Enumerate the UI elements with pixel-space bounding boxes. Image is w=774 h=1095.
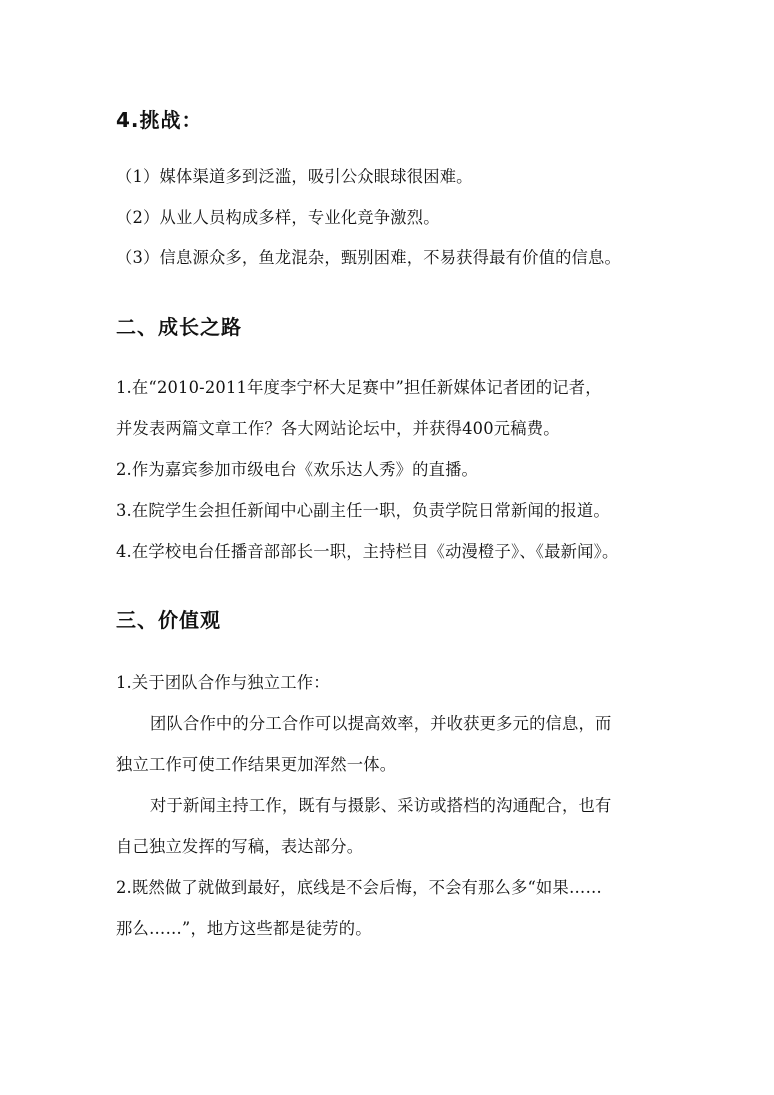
values-line-7: 那么……”，地方这些都是徒劳的。 xyxy=(116,919,372,938)
values-line-6: 2.既然做了就做到最好，底线是不会后悔，不会有那么多“如果…… xyxy=(116,878,602,897)
heading-values: 三、价值观 xyxy=(116,608,221,632)
growth-line-3: 2.作为嘉宾参加市级电台《欢乐达人秀》的直播。 xyxy=(116,460,479,479)
values-line-2: 团队合作中的分工合作可以提高效率，并收获更多元的信息，而 xyxy=(150,714,612,733)
values-line-1: 1.关于团队合作与独立工作： xyxy=(116,673,330,692)
growth-line-2: 并发表两篇文章工作？各大网站论坛中，并获得400元稿费。 xyxy=(116,419,560,438)
heading-growth: 二、成长之路 xyxy=(116,315,242,339)
growth-line-4: 3.在院学生会担任新闻中心副主任一职，负责学院日常新闻的报道。 xyxy=(116,501,610,520)
challenge-item-3: （3）信息源众多，鱼龙混杂，甄别困难，不易获得最有价值的信息。 xyxy=(116,248,621,267)
values-line-4: 对于新闻主持工作，既有与摄影、采访或搭档的沟通配合，也有 xyxy=(150,796,612,815)
growth-line-1: 1.在“2010-2011年度李宁杯大足赛中”担任新媒体记者团的记者， xyxy=(116,378,602,397)
heading-challenge: 4.挑战： xyxy=(116,108,203,132)
growth-line-5: 4.在学校电台任播音部部长一职，主持栏目《动漫橙子》、《最新闻》。 xyxy=(116,542,619,561)
values-line-3: 独立工作可使工作结果更加浑然一体。 xyxy=(116,755,397,774)
values-line-5: 自己独立发挥的写稿，表达部分。 xyxy=(116,837,364,856)
challenge-item-1: （1）媒体渠道多到泛滥，吸引公众眼球很困难。 xyxy=(116,167,473,186)
challenge-item-2: （2）从业人员构成多样，专业化竞争激烈。 xyxy=(116,208,440,227)
